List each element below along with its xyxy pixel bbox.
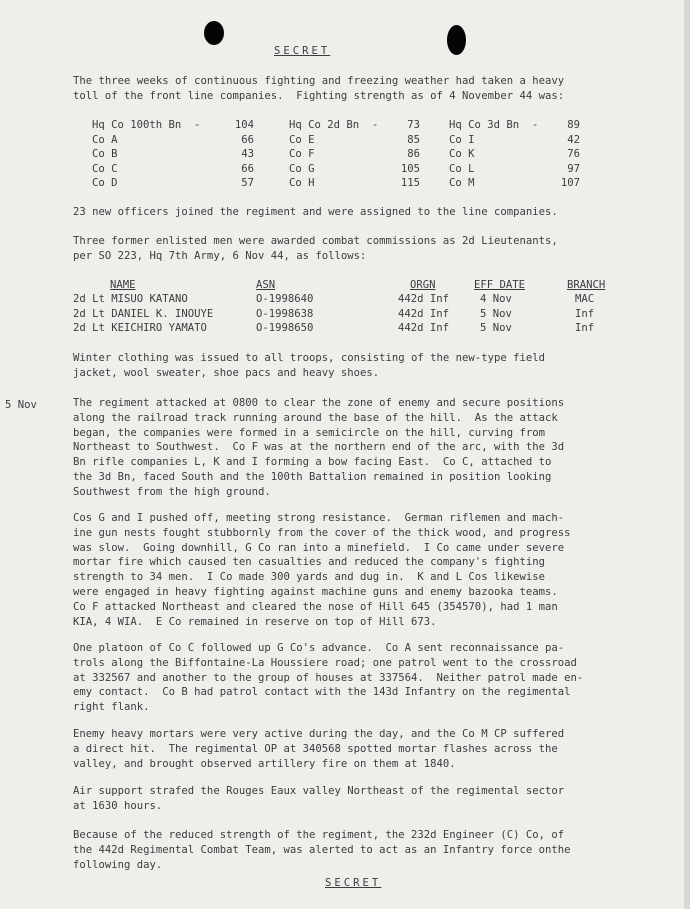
officer-eff-date: 5 Nov [480,307,512,320]
value-col3: 97 [567,162,580,175]
air-support-paragraph: Air support strafed the Rouges Eaux valley Northeast of the regimental sector at 1630 hours. [73,785,565,812]
value-col2: 73 [407,119,420,131]
header-asn: ASN [256,279,276,291]
clothing-paragraph: Winter clothing was issued to all troops, consisting of the new-type field jacket, wool sweater, shoe pacs and heavy shoes. [73,352,545,379]
value-col2: 105 [400,162,420,175]
header-name: NAME [110,279,136,291]
officer-asn: O-1998650 [256,322,314,334]
header-eff-date: EFF DATE [474,279,526,291]
value-col1: 104 [234,119,254,131]
classification-header: SECRET [274,45,331,57]
officer-branch: Inf [575,307,595,320]
value-col2: 85 [407,133,420,146]
commissions-intro: Three former enlisted men were awarded combat commissions as 2d Lieutenants, per SO 223, Hq 7th Army, 6 Nov 44, as follows: [73,235,558,262]
value-col3: 42 [567,133,580,146]
engineers-paragraph: Because of the reduced strength of the regiment, the 232d Engineer (C) Co, of the 442d Regimental Combat Team, was alerted to act as an Infantry force onthe following day. [73,829,571,871]
value-col1: 57 [241,177,254,189]
unit-col1: Co D [92,177,118,189]
officer-orgn: 442d Inf [398,307,450,320]
value-col2: 115 [400,177,420,189]
value-col1: 66 [241,133,254,146]
classification-footer: SECRET [325,877,382,889]
unit-col3: Co K [449,148,475,160]
unit-col3: Co I [449,133,475,146]
companies-paragraph: Cos G and I pushed off, meeting strong resistance. German riflemen and mach- ine gun nests fought stubbornly from the cover of the thick wood, and progress was slow. Going downhill, G Co ran into a minefield. I Co came under severe mortar fire which caused ten casualties and reduced the company's fighting strength to 34 men. I Co made 300 yards and dug in. K and L Cos likewise were engaged in heavy fighting against machine guns and enemy bazooka teams. Co F attacked Northeast and cleared the nose of Hill 645 (354570), had 1 man KIA, 4 WIA. E Co remained in reserve on top of Hill 673. [73,512,571,628]
unit-col1: Co B [92,148,118,160]
officer-orgn: 442d Inf [398,322,450,334]
value-col1: 43 [241,148,254,160]
unit-col1: Co C [92,162,118,175]
value-col3: 89 [567,119,580,131]
mortars-paragraph: Enemy heavy mortars were very active during the day, and the Co M CP suffered a direct hit. The regimental OP at 340568 spotted mortar flashes across the valley, and brought observed artillery fire on them at 1840. [73,728,565,770]
unit-col2: Co H [289,177,315,189]
officer-asn: O-1998638 [256,307,314,320]
officer-branch: MAC [575,293,595,305]
punch-hole-left [204,21,224,45]
unit-col2: Co G [289,162,315,175]
date-label: 5 Nov [5,399,37,411]
officers-note: 23 new officers joined the regiment and were assigned to the line companies. [73,206,558,218]
unit-col2: Co E [289,133,315,146]
unit-col1: Co A [92,133,118,146]
value-col3: 76 [567,148,580,160]
unit-col3: Hq Co 3d Bn - [449,119,539,131]
officer-name: 2d Lt KEICHIRO YAMATO [73,322,207,334]
header-branch: BRANCH [567,279,606,291]
value-col2: 86 [407,148,420,160]
officer-eff-date: 4 Nov [480,293,512,305]
unit-col2: Co F [289,148,315,160]
intro-paragraph: The three weeks of continuous fighting and freezing weather had taken a heavy toll of the front line companies. Fighting strength as of 4 November 44 was: [73,75,565,102]
punch-hole-right [447,25,466,55]
value-col3: 107 [560,177,580,189]
page-edge [684,0,690,909]
attack-paragraph: The regiment attacked at 0800 to clear the zone of enemy and secure positions along the railroad track running around the base of the hill. As the attack began, the companies were formed in a semicircle on the hill, curving from Northeast to Southwest. Co F was at the northern end of the arc, with the 3d Bn rifle companies L, K and I forming a bow facing East. Co C, attached to the 3d Bn, faced South and the 100th Battalion remained in position looking Southwest from the high ground. [73,397,565,498]
officer-eff-date: 5 Nov [480,322,512,334]
value-col1: 66 [241,162,254,175]
officer-orgn: 442d Inf [398,293,450,305]
header-orgn: ORGN [410,279,436,291]
officer-name: 2d Lt DANIEL K. INOUYE [73,307,214,320]
unit-col3: Co M [449,177,475,189]
unit-col1: Hq Co 100th Bn - [92,119,201,131]
officer-branch: Inf [575,322,595,334]
patrols-paragraph: One platoon of Co C followed up G Co's advance. Co A sent reconnaissance pa- trols along the Biffontaine-La Houssiere road; one patrol went to the crossroad at 332567 and another to the group of houses at 337564. Neither patrol made en- emy contact. Co B had patrol contact with the 143d Infantry on the regimental right flank. [73,642,584,714]
unit-col2: Hq Co 2d Bn - [289,119,379,131]
officer-name: 2d Lt MISUO KATANO [73,293,188,305]
unit-col3: Co L [449,162,475,175]
officer-asn: O-1998640 [256,293,314,305]
